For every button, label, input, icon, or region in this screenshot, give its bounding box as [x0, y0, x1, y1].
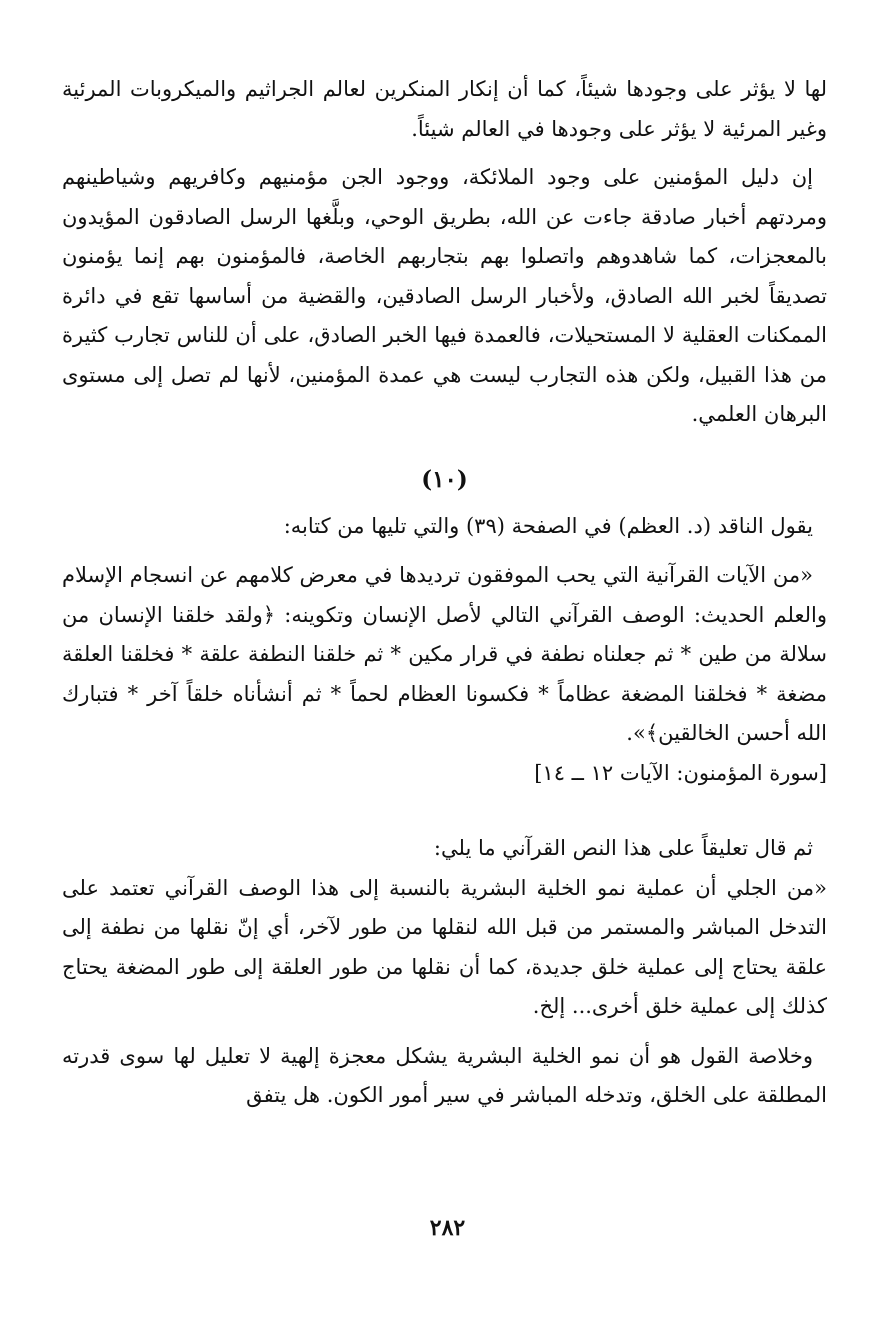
paragraph-conclusion: وخلاصة القول هو أن نمو الخلية البشرية يشكل معجزة إلهية لا تعليل لها سوى قدرته المطلقة على الخلق، وتدخله المباشر في سير أمور الكون. هل يتفق — [62, 1043, 827, 1107]
paragraph-commentary-intro: ثم قال تعليقاً على هذا النص القرآني ما يلي: — [433, 836, 813, 860]
paragraph-angels-jinn: إن دليل المؤمنين على وجود الملائكة، ووجود الجن مؤمنيهم وكافريهم وشياطينهم ومردتهم أخبار صادقة جاءت عن الله، بطريق الوحي، وبلَّغها الرسل الصادقون المؤيدون بالمعجزات، كما شاهدوهم واتصلوا بهم بتجاربهم الخاصة، فالمؤمنون بهم إنما يؤمنون تصديقاً لخبر الله الصادق، ولأخبار الرسل الصادقين، والقضية من أساسها تقع في دائرة الممكنات العقلية لا المستحيلات، فالعمدة فيها الخبر الصادق، على أن للناس تجارب كثيرة من هذا القبيل، ولكن هذه التجارب ليست هي عمدة المؤمنين، لأنها لم تصل إلى مستوى البرهان العلمي. — [62, 165, 827, 426]
page-body — [62, 70, 827, 1335]
paragraph-critic-quote: «من الجلي أن عملية نمو الخلية البشرية بالنسبة إلى هذا الوصف القرآني تعتمد على التدخل المباشر والمستمر من قبل الله لنقلها من طور لآخر، أي إنّ نقلها من نطفة إلى علقة يحتاج إلى عملية خلق جديدة، كما أن نقلها من طور العلقة إلى طور المضغة يحتاج كذلك إلى عملية خلق أخرى... إلخ. — [62, 875, 827, 1018]
spacer — [62, 793, 827, 829]
page-number: ٢٨٢ — [429, 1215, 466, 1241]
quran-reference: [سورة المؤمنون: الآيات ١٢ ــ ١٤] — [534, 760, 827, 785]
section-heading: (١٠) — [421, 465, 468, 493]
paragraph-quran-quote: «من الآيات القرآنية التي يحب الموفقون ترديدها في معرض كلامهم عن انسجام الإسلام والعلم الحديث: الوصف القرآني التالي لأصل الإنسان وتكوينه: ﴿ولقد خلقنا الإنسان من سلالة من طين * ثم جعلناه نطفة في قرار مكين * ثم خلقنا النطفة علقة * فخلقنا العلقة مضغة * فخلقنا المضغة عظاماً * فكسونا العظام لحماً * ثم أنشأناه خلقاً آخر * فتبارك الله أحسن الخالقين﴾». — [62, 563, 827, 745]
paragraph-critic-intro: يقول الناقد (د. العظم) في الصفحة (٣٩) والتي تليها من كتابه: — [283, 513, 813, 538]
paragraph-continuation: لها لا يؤثر على وجودها شيئاً، كما أن إنكار المنكرين لعالم الجراثيم والميكروبات المرئية وغير المرئية لا يؤثر على وجودها في العالم شيئاً. — [62, 77, 827, 141]
